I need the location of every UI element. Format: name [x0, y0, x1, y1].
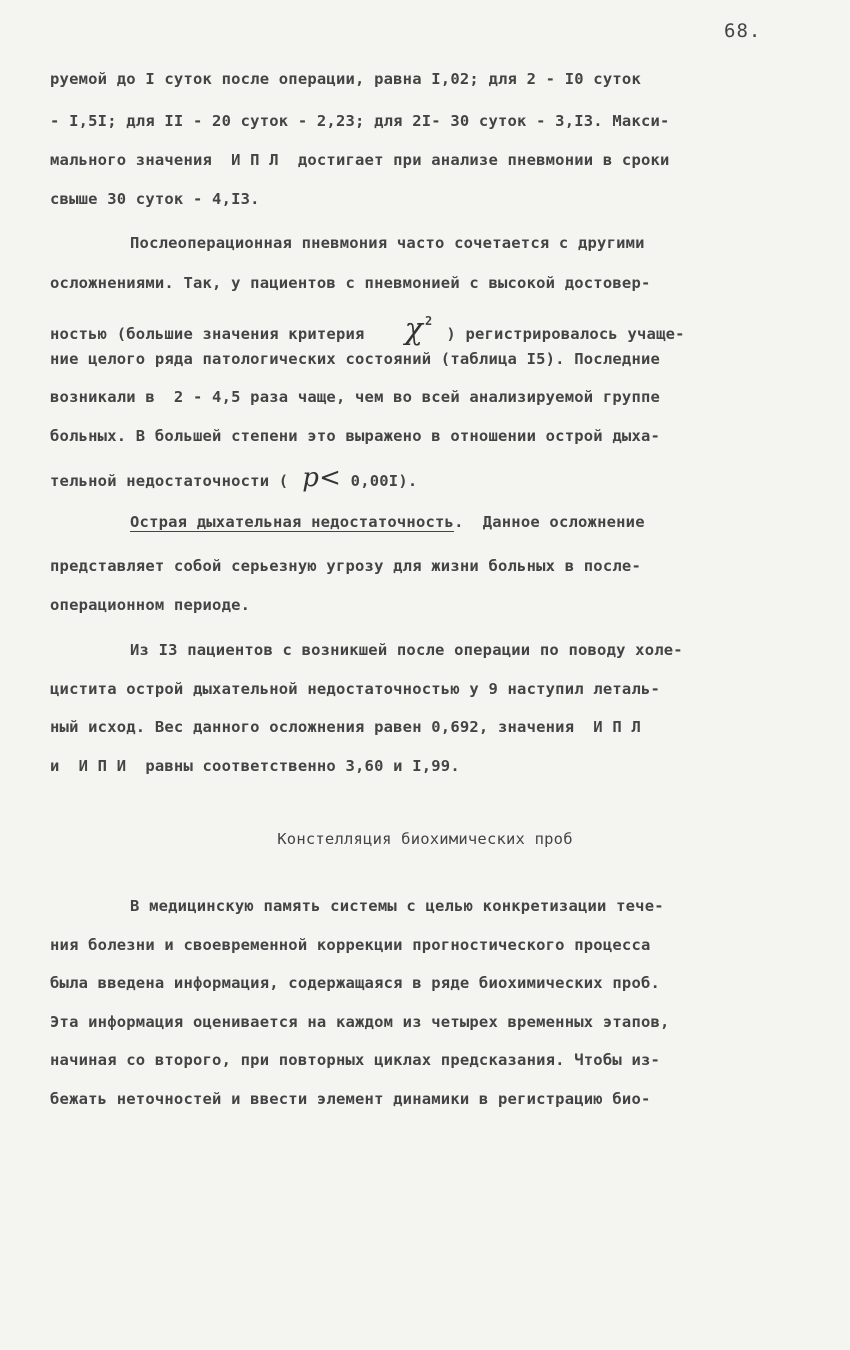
text-line: была введена информация, содержащаяся в ряде биохимических проб.: [50, 974, 661, 992]
text-line: начиная со второго, при повторных циклах предсказания. Чтобы из-: [50, 1051, 661, 1069]
text-line-with-formula: [50, 463, 417, 493]
line-text: 0,00I).: [341, 472, 418, 490]
text-line: бежать неточностей и ввести элемент динамики в регистрацию био-: [50, 1090, 651, 1108]
line-text: ) регистрировалось учаще-: [446, 325, 685, 343]
text-line: осложнениями. Так, у пациентов с пневмонией с высокой достовер-: [50, 274, 651, 292]
text-line: Из I3 пациентов с возникшей после операции по поводу холе-: [130, 641, 683, 659]
line-text: ностью (большие значения критерия: [50, 325, 365, 343]
text-line: ние целого ряда патологических состояний (таблица I5). Последние: [50, 350, 661, 368]
page-number: 68.: [724, 20, 762, 42]
text-line: руемой до I суток после операции, равна I,02; для 2 - I0 суток: [50, 70, 641, 88]
text-line: ный исход. Вес данного осложнения равен 0,692, значения И П Л: [50, 718, 641, 736]
less-than-symbol: <: [319, 463, 342, 493]
text-line: ния болезни и своевременной коррекции прогностического процесса: [50, 936, 651, 954]
text-line-with-heading: [130, 513, 645, 531]
line-text: тельной недостаточности (: [50, 472, 289, 490]
text-line: - I,5I; для II - 20 суток - 2,23; для 2I- 30 суток - 3,I3. Макси-: [50, 112, 670, 130]
text-line: В медицинскую память системы с целью конкретизации тече-: [130, 897, 664, 915]
text-line: и И П И равны соответственно 3,60 и I,99.: [50, 757, 460, 775]
text-line: операционном периоде.: [50, 596, 251, 614]
text-line: свыше 30 суток - 4,I3.: [50, 190, 260, 208]
text-line: мального значения И П Л достигает при анализе пневмонии в сроки: [50, 151, 670, 169]
text-line: представляет собой серьезную угрозу для жизни больных в после-: [50, 557, 641, 575]
chi-square-symbol: χ: [404, 312, 423, 347]
text-line: Послеоперационная пневмония часто сочетается с другими: [130, 234, 645, 252]
text-line: цистита острой дыхательной недостаточностью у 9 наступил леталь-: [50, 680, 661, 698]
text-line: больных. В большей степени это выражено в отношении острой дыха-: [50, 427, 661, 445]
section-title: Констелляция биохимических проб: [277, 830, 573, 848]
text-line: Эта информация оценивается на каждом из четырех временных этапов,: [50, 1013, 670, 1031]
text-line-with-formula: [50, 312, 685, 347]
p-value-symbol: p: [302, 463, 320, 493]
superscript-two: 2: [424, 314, 433, 328]
section-heading: Острая дыхательная недостаточность: [130, 513, 455, 531]
text-line: возникали в 2 - 4,5 раза чаще, чем во всей анализируемой группе: [50, 388, 661, 406]
line-text: . Данное осложнение: [454, 513, 645, 531]
